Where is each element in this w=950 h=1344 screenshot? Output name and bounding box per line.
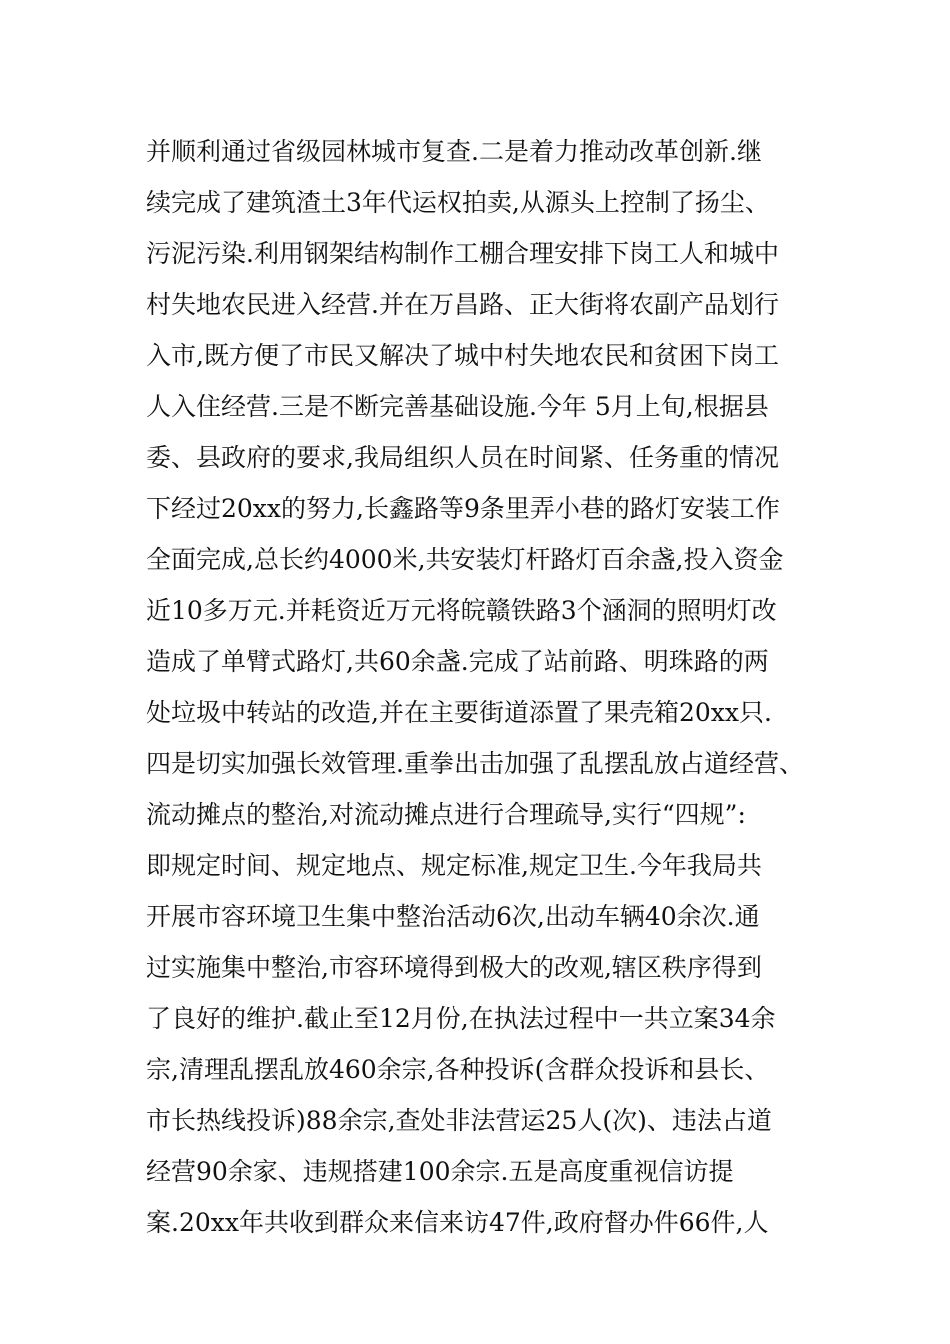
text-line-15: 即规定时间、规定地点、规定标准,规定卫生.今年我局共 [146,851,762,880]
text-line-21: 经营90余家、违规搭建100余宗.五是高度重视信访提 [146,1157,734,1186]
text-line-16: 开展市容环境卫生集中整治活动6次,出动车辆40余次.通 [146,902,760,931]
text-line-13: 四是切实加强长效管理.重拳出击加强了乱摆乱放占道经营、 [146,749,804,778]
text-line-8: 下经过20xx的努力,长鑫路等9条里弄小巷的路灯安装工作 [146,494,780,523]
text-line-22: 案.20xx年共收到群众来信来访47件,政府督办件66件,人 [146,1208,769,1237]
text-line-7: 委、县政府的要求,我局组织人员在时间紧、任务重的情况 [146,443,779,472]
text-line-17: 过实施集中整治,市容环境得到极大的改观,辖区秩序得到 [146,953,762,982]
body-text [146,126,846,1248]
text-line-20: 市长热线投诉)88余宗,查处非法营运25人(次)、违法占道 [146,1106,772,1135]
text-line-9: 全面完成,总长约4000米,共安装灯杆路灯百余盏,投入资金 [146,545,784,574]
text-line-12: 处垃圾中转站的改造,并在主要街道添置了果壳箱20xx只. [146,698,772,727]
text-line-5: 入市,既方便了市民又解决了城中村失地农民和贫困下岗工 [146,341,779,370]
text-line-1: 并顺利通过省级园林城市复查.二是着力推动改革创新.继 [146,137,762,166]
text-line-14: 流动摊点的整治,对流动摊点进行合理疏导,实行“四规”: [146,800,746,829]
text-line-19: 宗,清理乱摆乱放460余宗,各种投诉(含群众投诉和县长、 [146,1055,770,1084]
text-line-3: 污泥污染.利用钢架结构制作工棚合理安排下岗工人和城中 [146,239,779,268]
text-line-6: 人入住经营.三是不断完善基础设施.今年 5月上旬,根据县 [146,392,769,421]
text-line-4: 村失地农民进入经营.并在万昌路、正大街将农副产品划行 [146,290,779,319]
text-line-10: 近10多万元.并耗资近万元将皖赣铁路3个涵洞的照明灯改 [146,596,777,625]
text-line-2: 续完成了建筑渣土3年代运权拍卖,从源头上控制了扬尘、 [146,188,770,217]
text-line-18: 了良好的维护.截止至12月份,在执法过程中一共立案34余 [146,1004,776,1033]
text-line-11: 造成了单臂式路灯,共60余盏.完成了站前路、明珠路的两 [146,647,769,676]
